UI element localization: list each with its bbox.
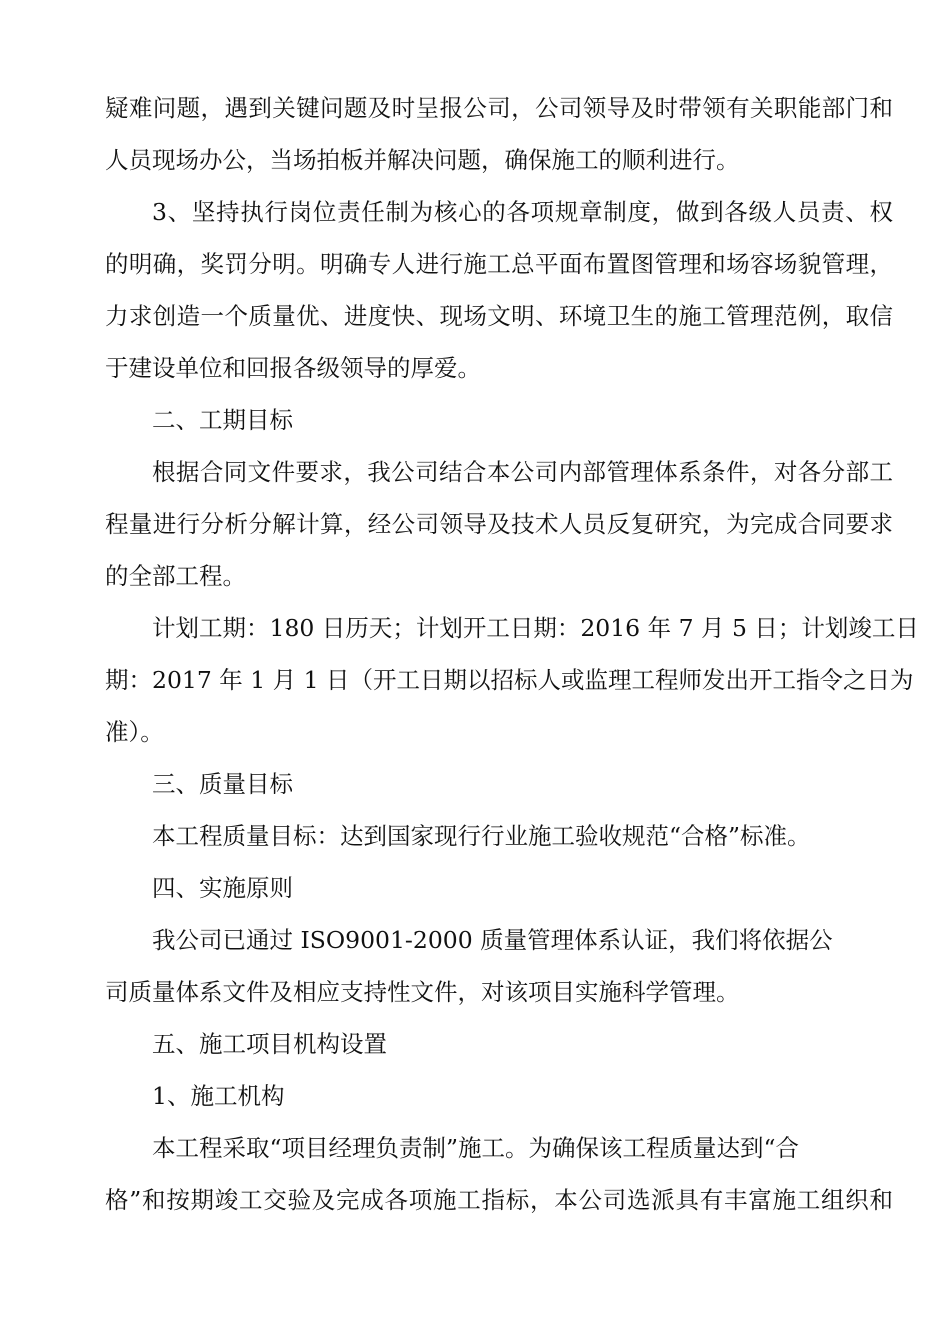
body-line: 本工程质量目标：达到国家现行行业施工验收规范“合格”标准。 [152, 822, 811, 850]
body-line: 疑难问题，遇到关键问题及时呈报公司，公司领导及时带领有关职能部门和 [105, 94, 893, 122]
body-line: 格”和按期竣工交验及完成各项施工指标，本公司选派具有丰富施工组织和 [105, 1186, 893, 1214]
body-line: 期：2017 年 1 月 1 日（开工日期以招标人或监理工程师发出开工指令之日为 [105, 666, 914, 694]
section-heading-organization: 五、施工项目机构设置 [152, 1030, 387, 1058]
section-heading-principles: 四、实施原则 [152, 874, 293, 902]
section-heading-quality: 三、质量目标 [152, 770, 293, 798]
body-line: 的全部工程。 [105, 562, 246, 590]
document-body [105, 82, 919, 1226]
body-line: 准）。 [105, 718, 164, 746]
section-heading-schedule: 二、工期目标 [152, 406, 293, 434]
subsection-heading-construction-agency: 1、施工机构 [152, 1082, 285, 1110]
body-line: 于建设单位和回报各级领导的厚爱。 [105, 354, 481, 382]
body-line: 力求创造一个质量优、进度快、现场文明、环境卫生的施工管理范例，取信 [105, 302, 893, 330]
body-line: 根据合同文件要求，我公司结合本公司内部管理体系条件，对各分部工 [152, 458, 893, 486]
body-line: 计划工期：180 日历天；计划开工日期：2016 年 7 月 5 日；计划竣工日 [152, 614, 919, 642]
numbered-item-3: 3、坚持执行岗位责任制为核心的各项规章制度，做到各级人员责、权 [152, 198, 893, 226]
body-line: 程量进行分析分解计算，经公司领导及技术人员反复研究，为完成合同要求 [105, 510, 893, 538]
body-line: 的明确，奖罚分明。明确专人进行施工总平面布置图管理和场容场貌管理， [105, 250, 893, 278]
body-line: 本工程采取“项目经理负责制”施工。为确保该工程质量达到“合 [152, 1134, 800, 1162]
body-line: 人员现场办公，当场拍板并解决问题，确保施工的顺利进行。 [105, 146, 740, 174]
body-line: 我公司已通过 ISO9001-2000 质量管理体系认证，我们将依据公 [152, 926, 833, 954]
body-line: 司质量体系文件及相应支持性文件，对该项目实施科学管理。 [105, 978, 740, 1006]
